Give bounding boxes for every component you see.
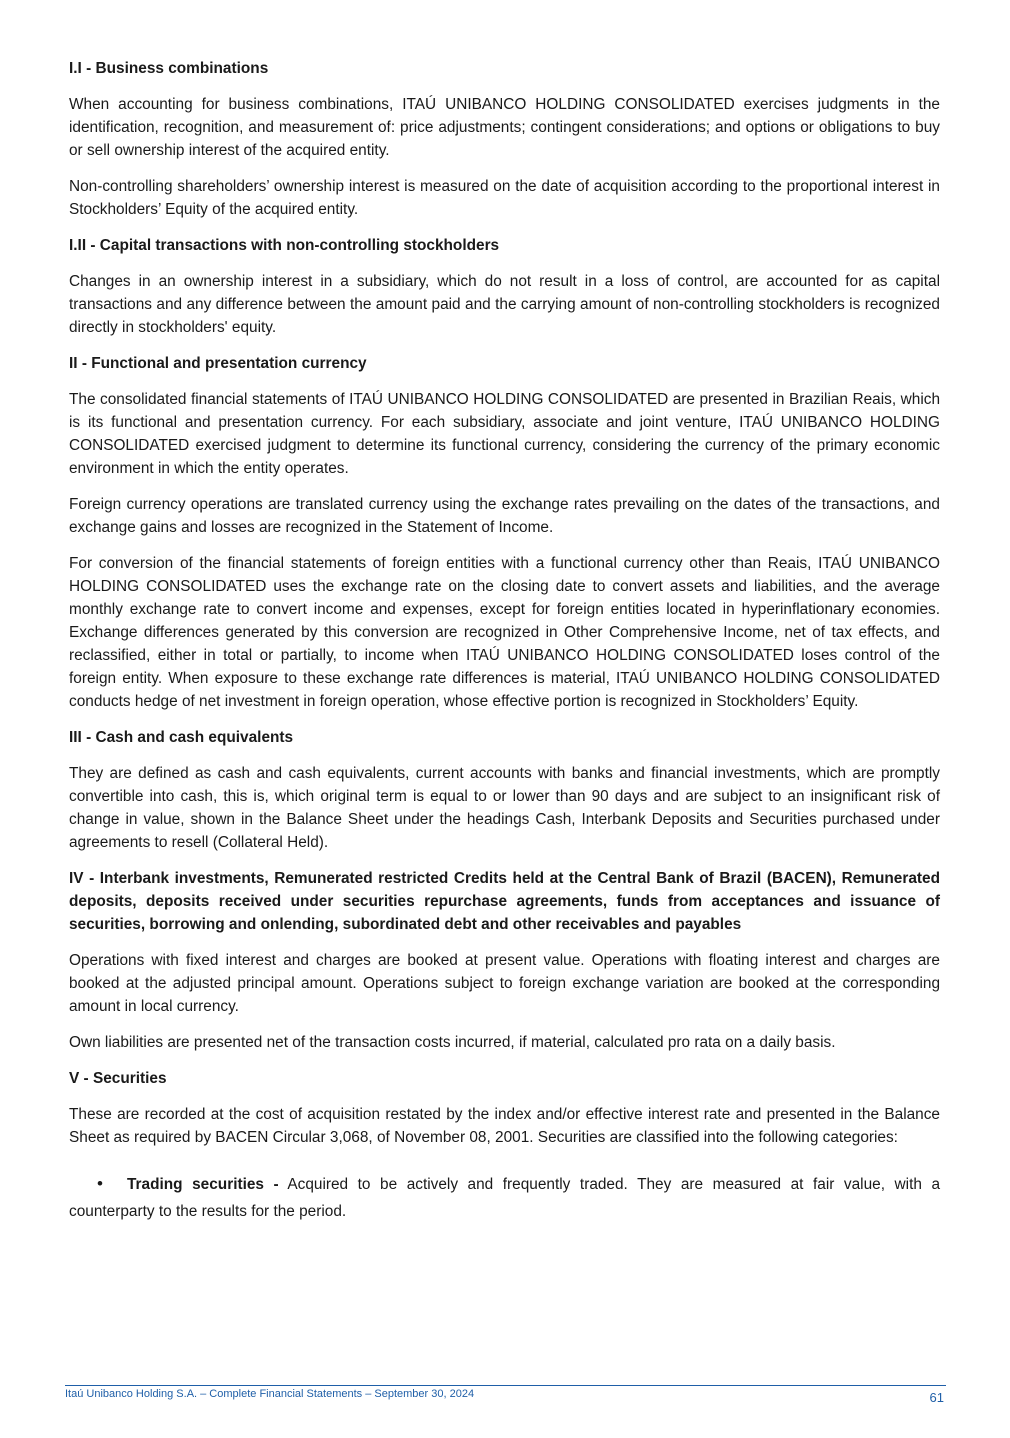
bullet-list-item [69, 1170, 940, 1225]
paragraph: These are recorded at the cost of acquisition restated by the index and/or effective interest rate and presented in the Balance Sheet as required by BACEN Circular 3,068, of November 08, 2001. Securities are classified into the following categories: [69, 1106, 940, 1146]
footer-title: Itaú Unibanco Holding S.A. – Complete Financial Statements – September 30, 2024 [65, 1388, 475, 1400]
page-number: 61 [929, 1390, 944, 1405]
section-heading: I.I - Business combinations [69, 60, 269, 77]
paragraph: Non-controlling shareholders’ ownership interest is measured on the date of acquisition according to the proportional interest in Stockholders’ Equity of the acquired entity. [69, 178, 940, 218]
section-heading: IV - Interbank investments, Remunerated restricted Credits held at the Central Bank of Brazil (BACEN), Remunerated deposits, deposits received under securities repurchase agreements, funds from acceptances and issuance of securities, borrowing and onlending, subordinated debt and other receivables and payables [69, 870, 940, 933]
paragraph: Operations with fixed interest and charges are booked at present value. Operations with floating interest and charges are booked at the adjusted principal amount. Operations subject to foreign exchange variation are booked at the corresponding amount in local currency. [69, 952, 940, 1015]
paragraph: For conversion of the financial statements of foreign entities with a functional currency other than Reais, ITAÚ UNIBANCO HOLDING CONSOLIDATED uses the exchange rate on the closing date to convert assets and liabilities, and the average monthly exchange rate to convert income and expenses, except for foreign entities located in hyperinflationary economies. Exchange differences generated by this conversion are recognized in Other Comprehensive Income, net of tax effects, and reclassified, either in total or partially, to income when ITAÚ UNIBANCO HOLDING CONSOLIDATED loses control of the foreign entity. When exposure to these exchange rate differences is material, ITAÚ UNIBANCO HOLDING CONSOLIDATED conducts hedge of net investment in foreign operation, whose effective portion is recognized in Stockholders’ Equity. [69, 555, 940, 710]
section-heading: II - Functional and presentation currency [69, 355, 367, 372]
section-heading: III - Cash and cash equivalents [69, 729, 294, 746]
paragraph: When accounting for business combinations, ITAÚ UNIBANCO HOLDING CONSOLIDATED exercises judgments in the identification, recognition, and measurement of: price adjustments; contingent considerations; and options or obligations to buy or sell ownership interest of the acquired entity. [69, 96, 940, 159]
bullet-title: Trading securities - [127, 1176, 279, 1193]
bullet-icon: • [97, 1174, 103, 1193]
paragraph: Own liabilities are presented net of the transaction costs incurred, if material, calculated pro rata on a daily basis. [69, 1034, 836, 1051]
section-heading: I.II - Capital transactions with non-controlling stockholders [69, 237, 500, 254]
section-heading: V - Securities [69, 1070, 167, 1087]
bullet-text: Acquired to be actively and frequently traded. They are measured at fair value, with a counterparty to the results for the period. [69, 1176, 941, 1220]
paragraph: Foreign currency operations are translated currency using the exchange rates prevailing on the dates of the transactions, and exchange gains and losses are recognized in the Statement of Income. [69, 496, 940, 536]
footer-divider [65, 1385, 946, 1386]
paragraph: Changes in an ownership interest in a subsidiary, which do not result in a loss of control, are accounted for as capital transactions and any difference between the amount paid and the carrying amount of non-controlling stockholders is recognized directly in stockholders' equity. [69, 273, 940, 336]
paragraph: They are defined as cash and cash equivalents, current accounts with banks and financial investments, which are promptly convertible into cash, this is, which original term is equal to or lower than 90 days and are subject to an insignificant risk of change in value, shown in the Balance Sheet under the headings Cash, Interbank Deposits and Securities purchased under agreements to resell (Collateral Held). [69, 765, 940, 851]
paragraph: The consolidated financial statements of ITAÚ UNIBANCO HOLDING CONSOLIDATED are presented in Brazilian Reais, which is its functional and presentation currency. For each subsidiary, associate and joint venture, ITAÚ UNIBANCO HOLDING CONSOLIDATED exercised judgment to determine its functional currency, considering the currency of the primary economic environment in which the entity operates. [69, 391, 940, 477]
document-body [69, 57, 940, 1225]
